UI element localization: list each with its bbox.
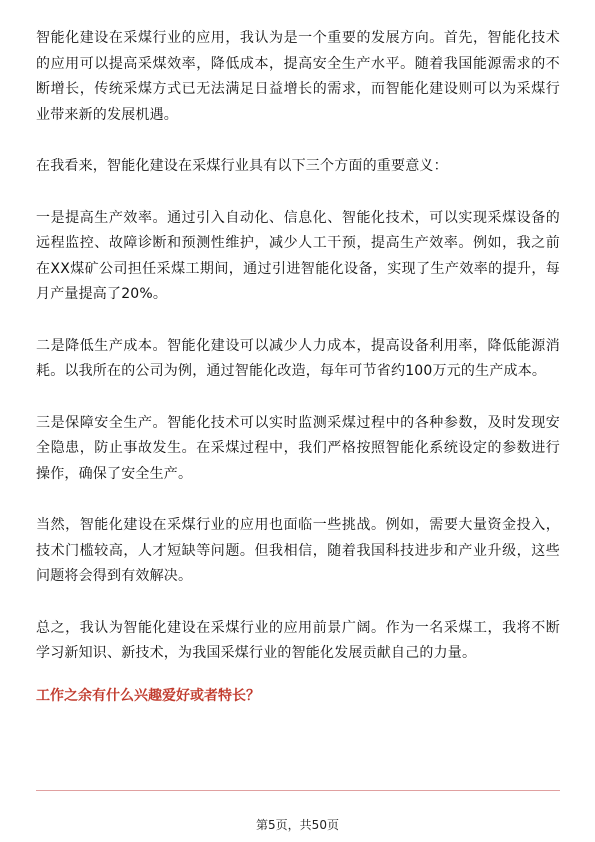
divider bbox=[36, 790, 560, 791]
paragraph-safety: 三是保障安全生产。智能化技术可以实时监测采煤过程中的各种参数，及时发现安全隐患，防止事故发生。在采煤过程中，我们严格按照智能化系统设定的参数进行操作，确保了安全生产。 bbox=[36, 414, 560, 482]
paragraph-challenges: 当然，智能化建设在采煤行业的应用也面临一些挑战。例如，需要大量资金投入，技术门槛较高，人才短缺等问题。但我相信，随着我国科技进步和产业升级，这些问题将会得到有效解决。 bbox=[36, 517, 560, 584]
answer-body bbox=[36, 26, 560, 707]
paragraph-efficiency: 一是提高生产效率。通过引入自动化、信息化、智能化技术，可以实现采煤设备的远程监控、故障诊断和预测性维护，减少人工干预，提高生产效率。例如，我之前在XX煤矿公司担任采煤工期间，通过引进智能化设备，实现了生产效率的提升，每月产量提高了20%。 bbox=[36, 209, 560, 302]
paragraph-significance: 在我看来，智能化建设在采煤行业具有以下三个方面的重要意义： bbox=[36, 158, 448, 174]
page-number: 第5页，共50页 bbox=[256, 818, 339, 832]
paragraph-intro: 智能化建设在采煤行业的应用，我认为是一个重要的发展方向。首先，智能化技术的应用可以提高采煤效率，降低成本，提高安全生产水平。随着我国能源需求的不断增长，传统采煤方式已无法满足日益增长的需求，而智能化建设则可以为采煤行业带来新的发展机遇。 bbox=[36, 30, 560, 123]
question-heading: 工作之余有什么兴趣爱好或者特长？ bbox=[36, 687, 260, 704]
paragraph-conclusion: 总之，我认为智能化建设在采煤行业的应用前景广阔。作为一名采煤工，我将不断学习新知识、新技术，为我国采煤行业的智能化发展贡献自己的力量。 bbox=[36, 619, 560, 661]
paragraph-cost: 二是降低生产成本。智能化建设可以减少人力成本，提高设备利用率，降低能源消耗。以我所在的公司为例，通过智能化改造，每年可节省约100万元的生产成本。 bbox=[36, 337, 560, 379]
